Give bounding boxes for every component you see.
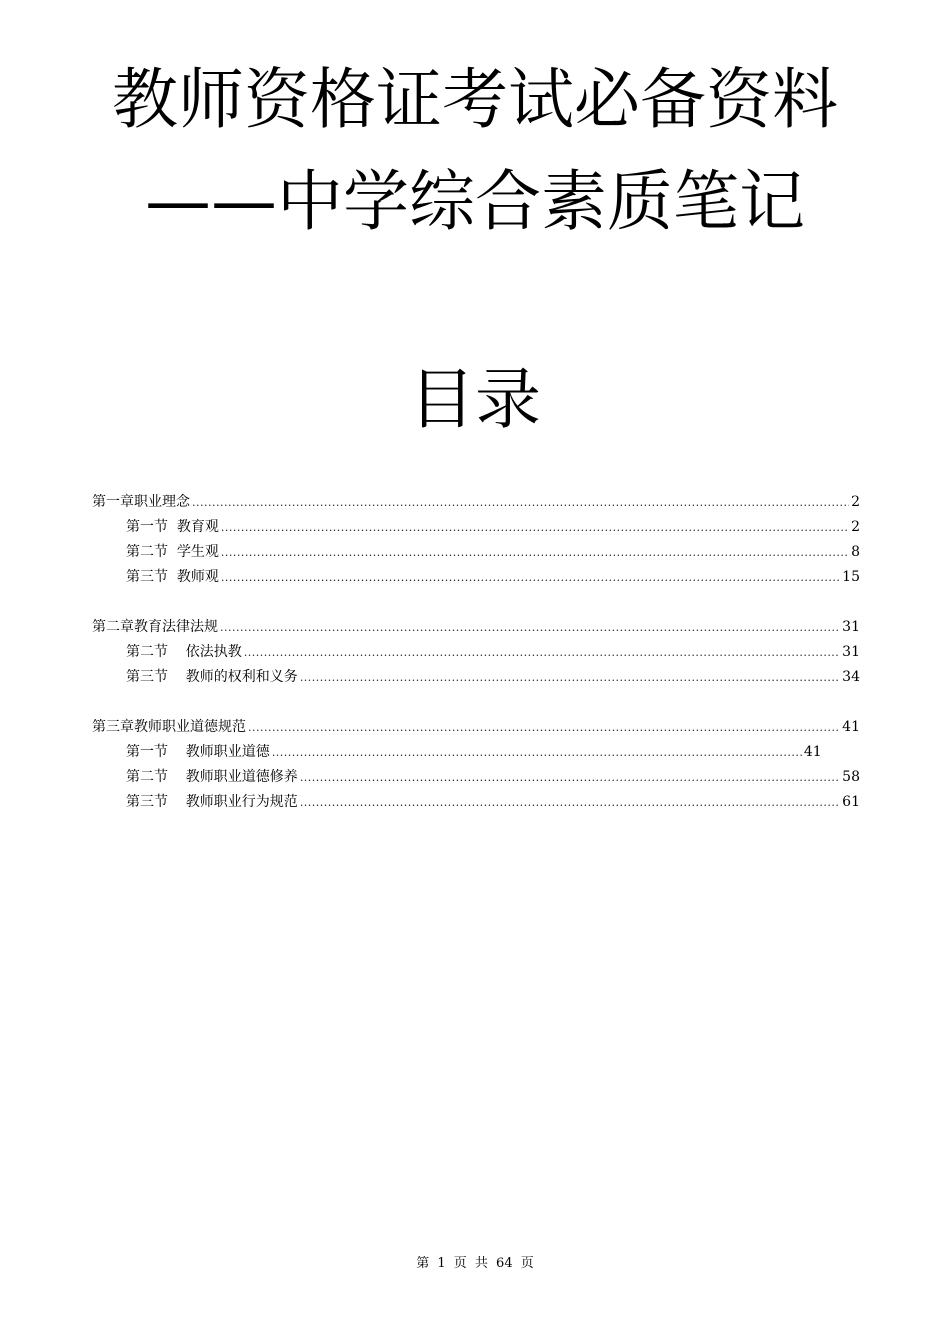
toc-entry[interactable] (92, 615, 860, 640)
toc-leader-dots (300, 665, 840, 690)
toc-chapter-2 (92, 615, 860, 690)
table-of-contents (92, 490, 860, 840)
toc-leader-dots (272, 740, 802, 765)
toc-chapter-1 (92, 490, 860, 590)
toc-entry-page: 61 (842, 794, 860, 810)
toc-entry-label: 第三节 教师的权利和义务 (126, 669, 298, 685)
toc-entry[interactable] (92, 515, 860, 540)
toc-entry[interactable] (92, 765, 860, 790)
toc-entry[interactable] (92, 540, 860, 565)
document-title-line-2: ——中学综合素质笔记 (145, 163, 805, 240)
toc-entry-page: 31 (842, 644, 860, 660)
toc-entry-label: 第三章教师职业道德规范 (92, 719, 246, 735)
toc-entry-page: 41 (842, 719, 860, 735)
toc-chapter-3 (92, 715, 860, 815)
toc-leader-dots (248, 715, 840, 740)
toc-entry[interactable] (92, 790, 860, 815)
toc-entry-label: 第一节 教育观 (126, 519, 219, 535)
toc-leader-dots (300, 790, 840, 815)
toc-entry-page: 8 (851, 544, 860, 560)
toc-entry-label: 第二章教育法律法规 (92, 619, 218, 635)
toc-entry-label: 第三节 教师观 (126, 569, 219, 585)
toc-leader-dots (220, 615, 840, 640)
toc-entry-page: 2 (851, 519, 860, 535)
toc-entry-page: 58 (842, 769, 860, 785)
toc-entry[interactable] (92, 490, 860, 515)
page-footer: 第 1 页 共 64 页 (416, 1256, 534, 1271)
toc-entry-label: 第二节 学生观 (126, 544, 219, 560)
toc-leader-dots (221, 540, 849, 565)
toc-entry-label: 第三节 教师职业行为规范 (126, 794, 298, 810)
toc-entry[interactable] (92, 665, 860, 690)
toc-entry-page: 31 (842, 619, 860, 635)
toc-leader-dots (221, 565, 840, 590)
toc-entry-page: 15 (842, 569, 860, 585)
toc-entry-page: 2 (851, 494, 860, 510)
toc-entry-label: 第二节 依法执教 (126, 644, 242, 660)
toc-leader-dots (192, 490, 849, 515)
toc-leader-dots (300, 765, 840, 790)
toc-entry[interactable] (92, 740, 860, 765)
toc-heading: 目录 (409, 361, 541, 438)
toc-entry-page: 34 (842, 669, 860, 685)
toc-entry-label: 第一节 教师职业道德 (126, 744, 270, 760)
toc-entry-label: 第二节 教师职业道德修养 (126, 769, 298, 785)
document-title-line-1: 教师资格证考试必备资料 (112, 61, 838, 138)
toc-entry[interactable] (92, 640, 860, 665)
toc-leader-dots (244, 640, 840, 665)
toc-entry[interactable] (92, 715, 860, 740)
toc-leader-dots (221, 515, 849, 540)
toc-entry-page: 41 (803, 744, 822, 760)
toc-entry-label: 第一章职业理念 (92, 494, 190, 510)
toc-entry[interactable] (92, 565, 860, 590)
